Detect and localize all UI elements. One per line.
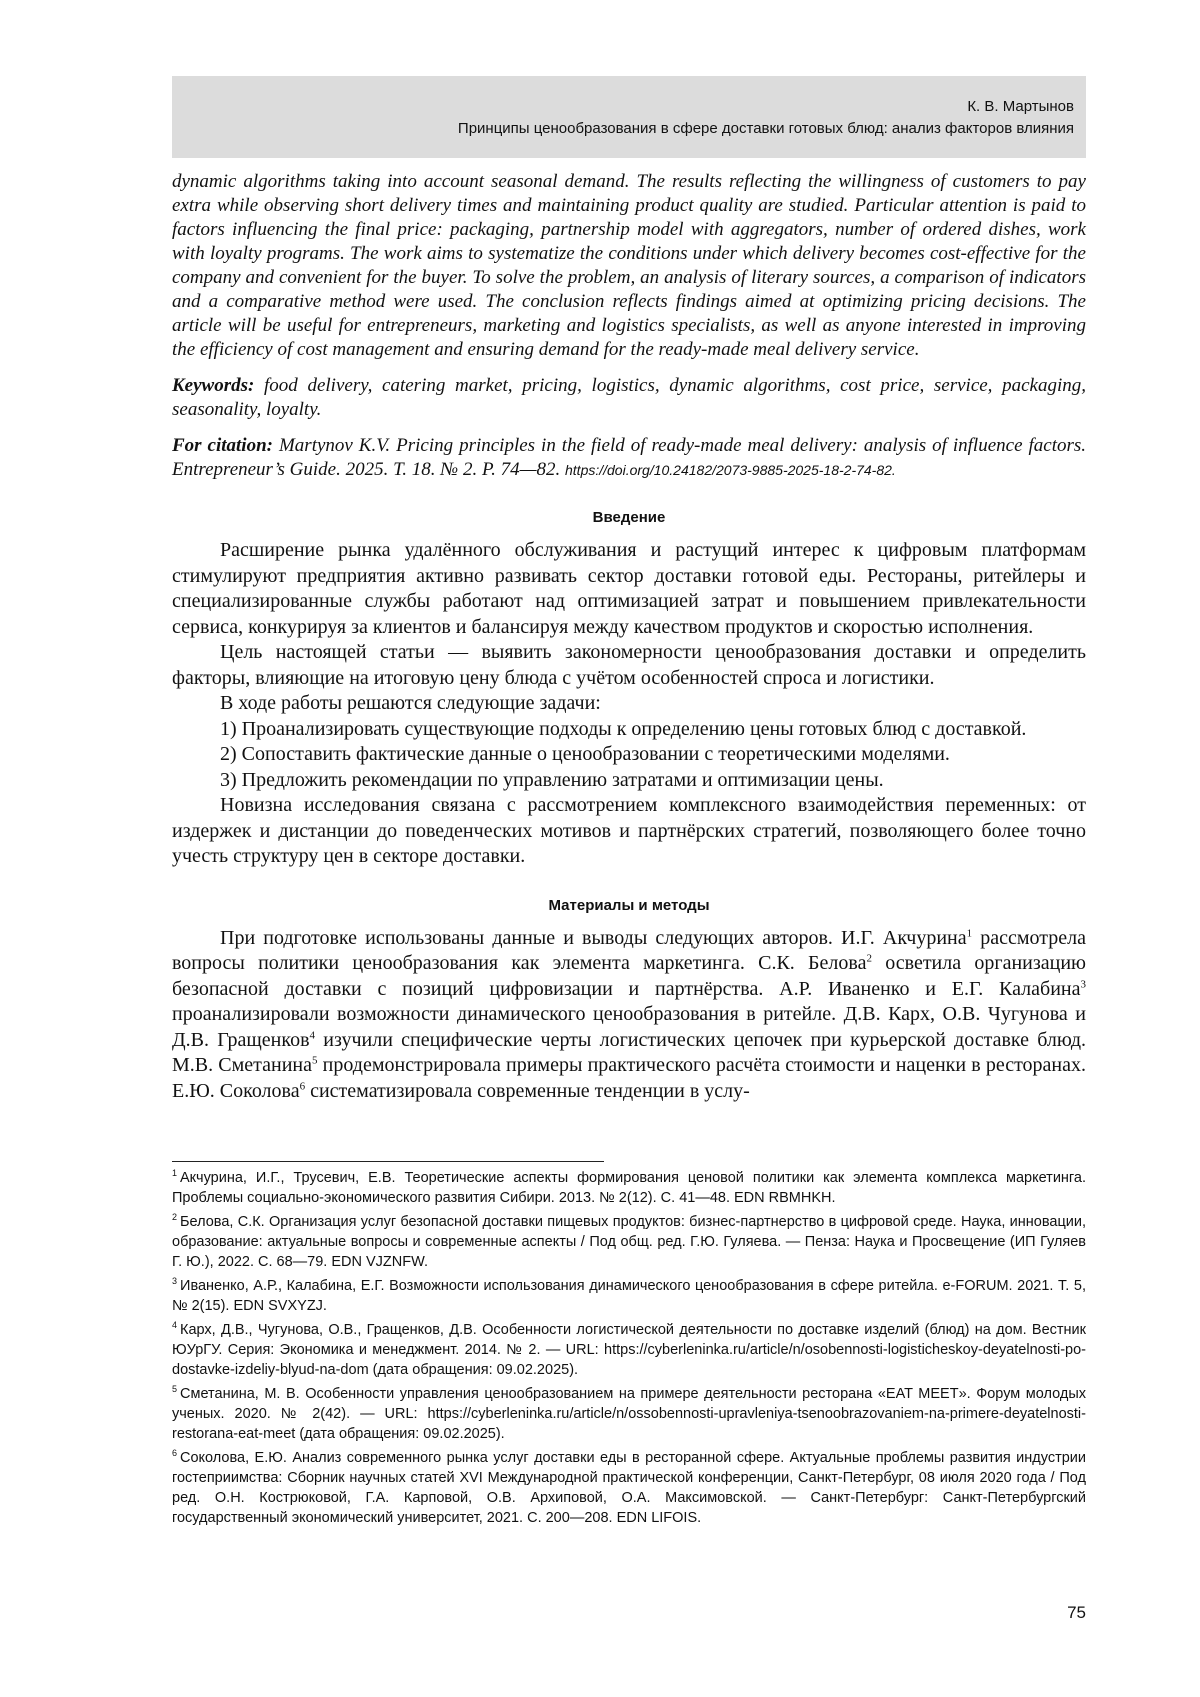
footnote-ref[interactable]: 6 — [299, 1079, 306, 1092]
footnote-number: 1 — [172, 1168, 178, 1179]
footnote-ref[interactable]: 5 — [312, 1054, 318, 1067]
footnote-number: 5 — [172, 1384, 178, 1395]
task-item: 3) Предложить рекомендации по управлению затратами и оптимизации цены. — [220, 768, 884, 791]
footnote-number: 3 — [172, 1276, 178, 1287]
footnote-divider — [172, 1161, 604, 1162]
footnote-number: 2 — [172, 1212, 178, 1223]
keywords-label: Keywords: — [172, 375, 255, 396]
footnote-text: Соколова, Е.Ю. Анализ современного рынка услуг доставки еды в ресторанной сфере. Актуальные проблемы развития индустрии гостеприимства: Сборник научных статей XVI Международной практической конференции, Санкт-Петербург, 08 июля 2020 года / Под ред. О.Н. Кострюковой, Г.А. Карповой, О.В. Архиповой, О.А. Максимовской. — Санкт-Петербург: Санкт-Петербургский государственный экономический университет, 2021. С. 200—208. EDN LIFOIS. — [172, 1450, 1086, 1526]
citation-text: Martynov K.V. Pricing principles in the field of ready-made meal delivery: analysis of influence factors. Entrepreneur’s Guide. 2025. T. 18. № 2. P. 74—82. — [172, 435, 1087, 480]
methods-text: систематизировала современные тенденции в услу- — [305, 1079, 750, 1102]
intro-paragraph: В ходе работы решаются следующие задачи: — [220, 692, 601, 714]
main-content — [172, 170, 1086, 1104]
intro-paragraph: Расширение рынка удалённого обслуживания и растущий интерес к цифровым платформам стимулируют предприятия активно развивать сектор доставки готовой еды. Рестораны, ритейлеры и специализированные службы работают над оптимизацией затрат и повышением привлекательности сервиса, конкурируя за клиентов и балансируя между качеством продуктов и скоростью исполнения. — [172, 539, 1086, 638]
header-author: К. В. Мартынов — [967, 98, 1074, 115]
footnote — [172, 1320, 1086, 1380]
footnote — [172, 1384, 1086, 1444]
methods-text: рассмотрела вопросы политики ценообразования как элемента маркетинга. С.К. Белова — [172, 926, 1086, 974]
footnote-ref[interactable]: 1 — [966, 926, 973, 939]
footnote — [172, 1212, 1086, 1272]
footnote-ref[interactable]: 4 — [309, 1028, 316, 1041]
keywords — [172, 374, 1086, 422]
footnote-ref[interactable]: 3 — [1080, 977, 1086, 990]
methods-text: проанализировали возможности динамического ценообразования в ритейле. Д.В. Карх, О.В. Чугунова и Д.В. Гращенков — [172, 1003, 1086, 1051]
methods-text: продемонстрировала примеры практического расчёта стоимости и наценки в ресторанах. Е.Ю. Соколова — [172, 1054, 1087, 1102]
abstract-text: dynamic algorithms taking into account seasonal demand. The results reflecting the willingness of customers to pay extra while observing short delivery times and maintaining product quality are studied. Particular attention is paid to factors influencing the final price: packaging, partnership model with aggregators, number of ordered dishes, work with loyalty programs. The work aims to systematize the conditions under which delivery becomes cost-effective for the company and convenient for the buyer. To solve the problem, an analysis of literary sources, a comparison of indicators and a comparative method were used. The conclusion reflects findings aimed at optimizing pricing decisions. The article will be useful for entrepreneurs, marketing and logistics specialists, as well as anyone interested in improving the efficiency of cost management and ensuring demand for the ready-made meal delivery service. — [172, 171, 1086, 360]
footnote-text: Акчурина, И.Г., Трусевич, Е.В. Теоретические аспекты формирования ценовой политики как элемента комплекса маркетинга. Проблемы социально-экономического развития Сибири. 2013. № 2(12). С. 41—48. EDN RBMHKH. — [172, 1170, 1086, 1206]
header-title: Принципы ценообразования в сфере доставки готовых блюд: анализ факторов влияния — [457, 120, 1074, 137]
footnote-text: Белова, С.К. Организация услуг безопасной доставки пищевых продуктов: бизнес-партнерство в цифровой среде. Наука, инновации, образование: актуальные вопросы и современные аспекты / Под общ. ред. Г.Ю. Гуляева. — Пенза: Наука и Просвещение (ИП Гуляев Г. Ю.), 2022. С. 68—79. EDN VJZNFW. — [172, 1214, 1086, 1270]
footnote — [172, 1168, 1086, 1208]
footnotes — [172, 1168, 1086, 1532]
task-item: 1) Проанализировать существующие подходы к определению цены готовых блюд с доставкой. — [220, 717, 1027, 740]
keywords-text: food delivery, catering market, pricing, logistics, dynamic algorithms, cost price, service, packaging, seasonality, loyalty. — [172, 375, 1087, 420]
task-item: 2) Сопоставить фактические данные о ценообразовании с теоретическими моделями. — [220, 743, 950, 765]
footnote-text: Карх, Д.В., Чугунова, О.В., Гращенков, Д.В. Особенности логистической деятельности по доставке изделий (блюд) на дом. Вестник ЮУрГУ. Серия: Экономика и менеджмент. 2014. № 2. — URL: https://cyberleninka.ru/article/n/osobennosti-logisticheskoy-deyatelnosti-po-dostavke-izdeliy-blyud-na-dom (дата обращения: 09.02.2025). — [172, 1322, 1086, 1378]
methods-text: При подготовке использованы данные и выводы следующих авторов. И.Г. Акчурина — [220, 926, 967, 949]
methods-text: изучили специфические черты логистических цепочек при курьерской доставке блюд. М.В. Сметанина — [172, 1028, 1086, 1076]
citation-doi-link[interactable]: https://doi.org/10.24182/2073-9885-2025-18-2-74-82. — [565, 462, 896, 478]
methods-text: осветила организацию безопасной доставки с позиций цифровизации и партнёрства. А.Р. Иваненко и Е.Г. Калабина — [172, 952, 1086, 1000]
section-heading-methods: Материалы и методы — [548, 896, 710, 914]
footnote-number: 4 — [172, 1320, 178, 1331]
footnote-number: 6 — [172, 1448, 178, 1459]
footnote-text: Сметанина, М. В. Особенности управления ценообразованием на примере деятельности ресторана «EAT MEET». Форум молодых ученых. 2020. № 2(42). — URL: https://cyberleninka.ru/article/n/ossobennosti-upravleniya-tsenoobrazovaniem-na-primere-deyatelnosti-restorana-eat-meet (дата обращения: 09.02.2025). — [172, 1386, 1086, 1442]
page-number: 75 — [1067, 1603, 1086, 1622]
footnote — [172, 1276, 1086, 1316]
footnote-ref[interactable]: 2 — [866, 952, 872, 965]
methods-paragraph — [172, 926, 1086, 1105]
footnote — [172, 1448, 1086, 1528]
citation-label: For citation: — [172, 435, 273, 456]
footnote-text: Иваненко, А.Р., Калабина, Е.Г. Возможности использования динамического ценообразования в сфере ритейла. e-FORUM. 2021. Т. 5, № 2(15). EDN SVXYZJ. — [172, 1278, 1086, 1314]
intro-paragraph: Новизна исследования связана с рассмотрением комплексного взаимодействия переменных: от издержек и дистанции до поведенческих мотивов и партнёрских стратегий, позволяющего более точно учесть структуру цен в секторе доставки. — [172, 794, 1086, 867]
running-header — [172, 76, 1086, 158]
intro-paragraph: Цель настоящей статьи — выявить закономерности ценообразования доставки и определить факторы, влияющие на итоговую цену блюда с учётом особенностей спроса и логистики. — [172, 641, 1086, 689]
section-heading-intro: Введение — [592, 509, 666, 526]
citation — [172, 434, 1086, 482]
